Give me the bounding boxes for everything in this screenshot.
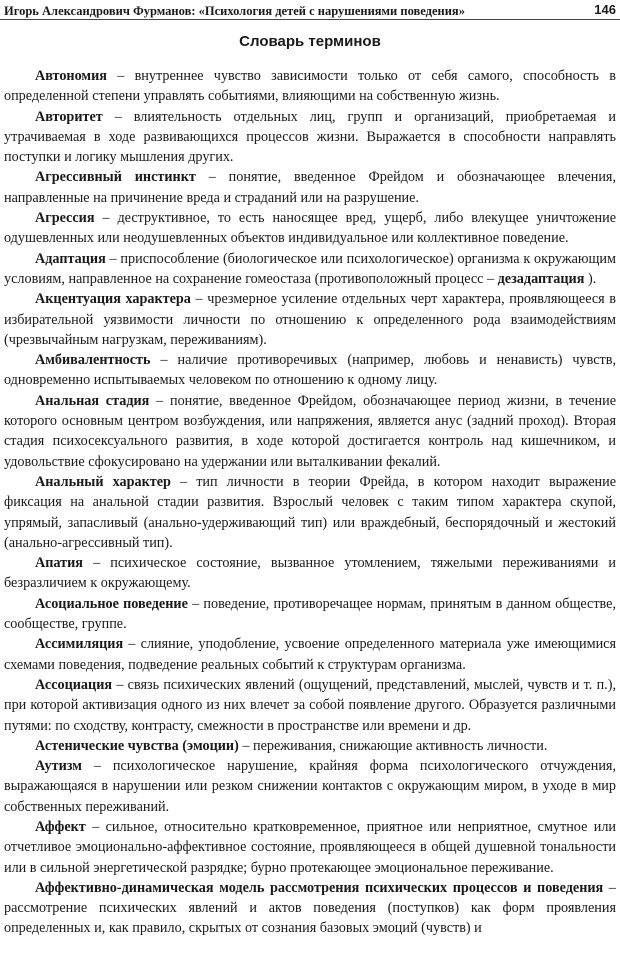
glossary-entry [4, 675, 616, 736]
glossary-entry [4, 472, 616, 553]
glossary-term: Аффект [35, 818, 86, 835]
glossary-term: Автономия [35, 68, 107, 84]
glossary-entry [4, 634, 616, 675]
glossary-term: Анальная стадия [35, 392, 150, 409]
glossary-definition: – связь психических явлений (ощущений, представлений, мыслей, чувств и т. п.), при которой активизация одного из них влечет за собой появление другого. Образуется различными путями: по сходству, контрасту, смежности в пространстве или времени и др. [4, 676, 616, 734]
glossary-term: Анальный характер [35, 473, 171, 490]
glossary-body [4, 66, 616, 939]
glossary-term: Адаптация [35, 250, 106, 267]
glossary-term: Амбивалентность [35, 352, 151, 369]
glossary-definition: – внутреннее чувство зависимости только от себя самого, способность в определенной степени управлять событиями, влияющими на собственную жизнь. [4, 68, 616, 105]
glossary-term: Авторитет [35, 108, 103, 125]
glossary-entry [4, 208, 616, 249]
page-number: 146 [594, 2, 616, 17]
glossary-entry [4, 878, 616, 939]
glossary-entry [4, 66, 616, 107]
glossary-definition: – рассмотрение психических явлений и актов поведения (поступков) как форм проявления определенных и, как правило, скрытых от сознания базовых эмоций (чувств) и [4, 879, 617, 937]
glossary-definition: – понятие, введенное Фрейдом и обозначающее влечения, направленные на причинение вреда и страданий или на разрушение. [4, 169, 616, 206]
glossary-term: Агрессия [35, 210, 95, 227]
glossary-definition: – тип личности в теории Фрейда, в котором находит выражение фиксация на анальной стадии развития. Взрослый человек с таким типом характера скупой, упрямый, запасливый (анально-удерживающий тип) или враждебный, беспорядочный и жестокий (анально-агрессивный тип). [4, 473, 616, 551]
glossary-entry [4, 594, 616, 635]
glossary-term: Асоциальное поведение [35, 595, 188, 612]
glossary-entry [4, 289, 616, 350]
glossary-cross-reference: дезадаптация [497, 270, 585, 287]
glossary-entry [4, 350, 616, 391]
glossary-term: Аффективно-динамическая модель рассмотрения психических процессов и поведения [35, 879, 604, 896]
glossary-entry [4, 553, 616, 594]
glossary-entry [4, 249, 616, 290]
glossary-definition: – переживания, снижающие активность личности. [238, 737, 548, 754]
glossary-term: Ассимиляция [35, 636, 124, 653]
glossary-term: Аутизм [35, 758, 82, 775]
glossary-term: Астенические чувства (эмоции) [35, 737, 239, 754]
glossary-term: Апатия [35, 555, 83, 572]
glossary-definition: – психологическое нарушение, крайняя форма психологического отчуждения, выражающаяся в нарушении или резком снижении контактов с окружающим миром, в уходе в мир собственных переживаний. [4, 758, 616, 815]
glossary-definition: – влиятельность отдельных лиц, групп и организаций, приобретаемая и утрачиваемая в ходе развивающихся процессов жизни. Выражается в способности направлять поступки и логику мышления других. [4, 108, 616, 166]
glossary-definition: – психическое состояние, вызванное утомлением, тяжелыми переживаниями и безразличием к окружающему. [4, 555, 616, 592]
glossary-definition: – поведение, противоречащее нормам, принятым в данном обществе, сообществе, группе. [4, 595, 617, 633]
glossary-term: Ассоциация [35, 676, 113, 693]
glossary-term: Агрессивный инстинкт [35, 169, 196, 186]
glossary-entry [4, 167, 616, 208]
glossary-definition: – слияние, уподобление, усвоение определенного материала уже имеющимися схемами поведения, подведение реальных событий к структурам организма. [4, 636, 616, 673]
glossary-definition: – приспособление (биологическое или психологическое) организма к окружающим условиям, направленное на сохранение гомеостаза (противоположный процесс – [4, 250, 616, 287]
glossary-entry [4, 107, 616, 168]
glossary-term: Акцентуация характера [35, 291, 191, 308]
glossary-definition-end: ). [584, 270, 597, 287]
glossary-definition: – наличие противоречивых (например, любовь и ненависть) чувств, одновременно испытываемых человеком по отношению к одному лицу. [4, 352, 616, 389]
header-title: Игорь Александрович Фурманов: «Психология детей с нарушениями поведения» [4, 4, 465, 18]
glossary-entry [4, 391, 616, 472]
glossary-entry [4, 736, 616, 756]
glossary-definition: – сильное, относительно кратковременное, приятное или неприятное, смутное или отчетливое эмоционально-аффективное состояние, проявляющееся в общей душевной тональности или в сильной энергетической разрядке; бурно протекающее эмоциональное переживание. [4, 818, 616, 876]
glossary-entry [4, 817, 616, 878]
glossary-entry [4, 756, 616, 817]
header-divider [0, 19, 620, 20]
page-title: Словарь терминов [239, 33, 381, 50]
glossary-definition: – понятие, введенное Фрейдом, обозначающее период жизни, в течение которого основным центром возбуждения, или напряжения, является анус (задний проход). Вторая стадия психосексуального развития, в ходе которой достигается контроль над кишечником, и удовольствие сфокусировано на удержании или выталкивании фекалий. [4, 392, 616, 470]
glossary-definition: – деструктивное, то есть наносящее вред, ущерб, либо влекущее уничтожение одушевленных или неодушевленных объектов индивидуальное или коллективное поведение. [4, 210, 616, 247]
glossary-definition: – чрезмерное усиление отдельных черт характера, проявляющееся в избирательной уязвимости личности по отношению к определенного рода взаимодействиям (чрезвычайным нагрузкам, переживаниям). [4, 291, 616, 348]
